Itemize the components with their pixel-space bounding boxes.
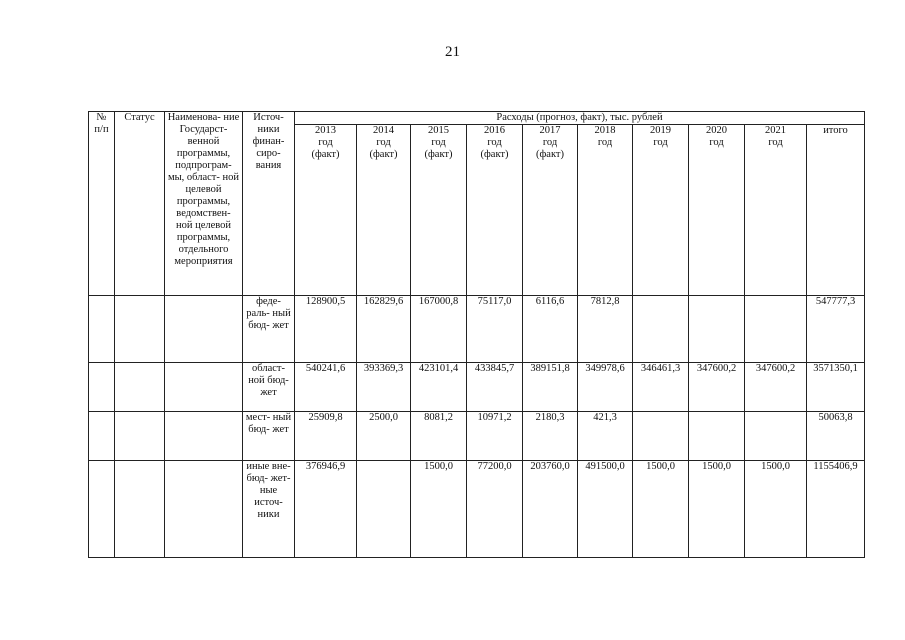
table-row [89,363,865,412]
header-year-year: 2014 [373,125,394,136]
header-number: № п/п [89,112,115,296]
value-cell: 7812,8 [578,296,633,363]
total-cell: 3571350,1 [807,363,865,412]
header-year-note: (факт) [424,149,453,160]
header-year-year: 2020 [706,125,727,136]
header-year-2021 [745,125,807,296]
empty-cell [89,412,115,461]
header-year-2014 [357,125,411,296]
value-cell: 1500,0 [689,461,745,558]
header-program-name: Наименова- ние Государст- венной программы, подпрограм- мы, област- ной целевой программы, ведомствен- ной целевой программы, отдельного мероприятия [165,112,243,296]
value-cell: 75117,0 [467,296,523,363]
value-cell: 8081,2 [411,412,467,461]
empty-cell [165,412,243,461]
header-year-year: 2017 [539,125,561,136]
page-number: 21 [445,44,460,60]
header-year-year: 2015 [428,125,449,136]
table-row [89,296,865,363]
total-cell: 1155406,9 [807,461,865,558]
value-cell: 393369,3 [357,363,411,412]
header-year-unit: год [431,137,446,148]
header-year-year: 2016 [484,125,505,136]
value-cell: 10971,2 [467,412,523,461]
value-cell: 25909,8 [295,412,357,461]
value-cell: 1500,0 [745,461,807,558]
empty-cell [115,296,165,363]
header-year-note: (факт) [311,149,340,160]
header-year-unit: год [768,137,783,148]
header-year-unit: год [709,137,724,148]
value-cell: 421,3 [578,412,633,461]
header-year-unit: год [597,137,613,148]
value-cell [633,412,689,461]
header-year-2019 [633,125,689,296]
header-year-note: (факт) [480,149,509,160]
header-year-2013 [295,125,357,296]
value-cell: 347600,2 [689,363,745,412]
header-year-year: 2021 [765,125,786,136]
header-year-2018 [578,125,633,296]
value-cell: 1500,0 [633,461,689,558]
value-cell: 376946,9 [295,461,357,558]
header-total: итого [807,125,865,296]
header-year-2017 [523,125,578,296]
header-year-unit: год [653,137,668,148]
funding-source-cell: иные вне- бюд- жет- ные источ- ники [243,461,295,558]
empty-cell [115,363,165,412]
header-row [89,112,865,125]
value-cell: 347600,2 [745,363,807,412]
header-status: Статус [115,112,165,296]
header-year-unit: год [318,137,333,148]
header-funding-source: Источ- ники финан- сиро- вания [243,112,295,296]
total-cell: 50063,8 [807,412,865,461]
value-cell [689,412,745,461]
value-cell: 2180,3 [523,412,578,461]
table-row [89,412,865,461]
header-year-year: 2018 [594,125,616,136]
value-cell: 77200,0 [467,461,523,558]
value-cell: 203760,0 [523,461,578,558]
value-cell [745,412,807,461]
total-cell: 547777,3 [807,296,865,363]
header-year-note: (факт) [369,149,398,160]
header-year-unit: год [487,137,502,148]
empty-cell [115,412,165,461]
empty-cell [89,296,115,363]
value-cell: 6116,6 [523,296,578,363]
value-cell [745,296,807,363]
value-cell [633,296,689,363]
value-cell: 433845,7 [467,363,523,412]
value-cell: 1500,0 [411,461,467,558]
funding-source-cell: област- ной бюд- жет [243,363,295,412]
value-cell: 346461,3 [633,363,689,412]
value-cell: 423101,4 [411,363,467,412]
header-year-2016 [467,125,523,296]
expenses-table [88,111,865,558]
header-year-unit: год [376,137,391,148]
value-cell [357,461,411,558]
value-cell: 389151,8 [523,363,578,412]
header-year-note: (факт) [535,149,564,160]
value-cell [689,296,745,363]
empty-cell [165,461,243,558]
empty-cell [165,296,243,363]
header-expenses-caption: Расходы (прогноз, факт), тыс. рублей [295,112,865,125]
header-year-unit: год [542,137,558,148]
value-cell: 349978,6 [578,363,633,412]
table-row [89,461,865,558]
value-cell: 2500,0 [357,412,411,461]
value-cell: 540241,6 [295,363,357,412]
value-cell: 162829,6 [357,296,411,363]
header-year-year: 2019 [650,125,671,136]
empty-cell [165,363,243,412]
value-cell: 491500,0 [578,461,633,558]
funding-source-cell: мест- ный бюд- жет [243,412,295,461]
header-year-2020 [689,125,745,296]
empty-cell [89,461,115,558]
value-cell: 167000,8 [411,296,467,363]
funding-source-cell: феде- раль- ный бюд- жет [243,296,295,363]
empty-cell [115,461,165,558]
value-cell: 128900,5 [295,296,357,363]
header-year-year: 2013 [315,125,336,136]
header-year-2015 [411,125,467,296]
empty-cell [89,363,115,412]
